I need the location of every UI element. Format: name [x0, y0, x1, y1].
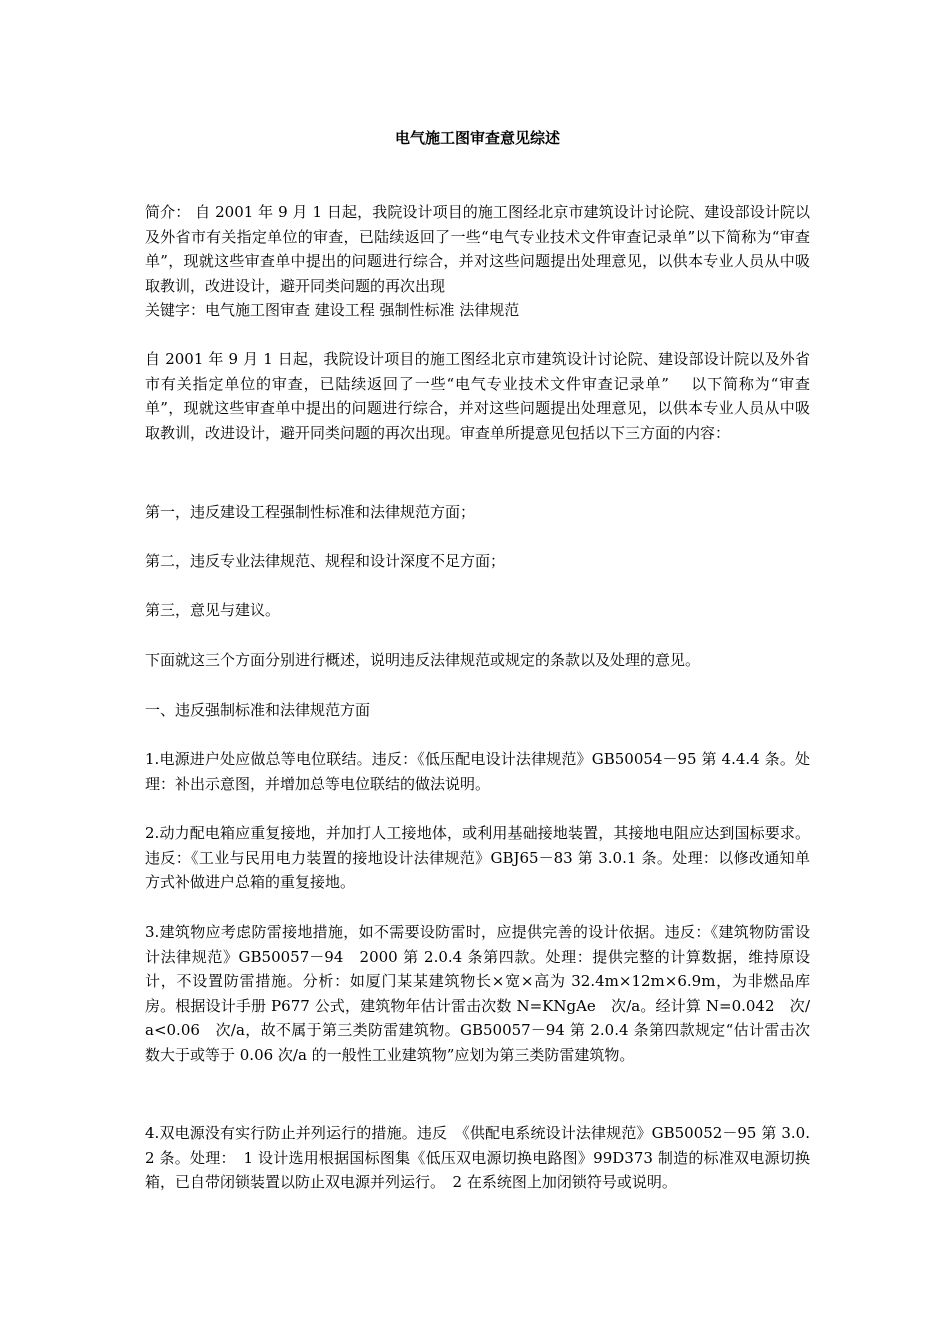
aspect-one: 第一，违反建设工程强制性标准和法律规范方面；: [145, 503, 476, 521]
aspect-two: 第二，违反专业法律规范、规程和设计深度不足方面；: [145, 552, 506, 570]
item-four: 4.双电源没有实行防止并列运行的措施。违反 《供配电系统设计法律规范》GB50052－95 第 3.0.2 条。处理： 1 设计选用根据国标图集《低压双电源切换电路图》99D373 制造的标准双电源切换箱，已自带闭锁装置以防止双电源并列运行。 2 在系统图上加闭锁符号或说明。: [145, 1124, 810, 1191]
item-two: 2.动力配电箱应重复接地，并加打人工接地体，或利用基础接地装置，其接地电阻应达到国标要求。违反：《工业与民用电力装置的接地设计法律规范》GBJ65－83 第 3.0.1 条。处理：以修改通知单方式补做进户总箱的重复接地。: [145, 824, 810, 891]
abstract-block: [145, 200, 810, 323]
keywords-line: 关键字：电气施工图审查 建设工程 强制性标准 法律规范: [145, 301, 520, 319]
aspect-three: 第三，意见与建议。: [145, 601, 281, 619]
section-heading: 一、违反强制标准和法律规范方面: [145, 701, 371, 719]
document-title: 电气施工图审查意见综述: [394, 129, 560, 147]
main-paragraph: 自 2001 年 9 月 1 日起，我院设计项目的施工图经北京市建筑设计讨论院、建设部设计院以及外省市有关指定单位的审查，已陆续返回了一些“电气专业技术文件审查记录单” 以下简称为“审查单”，现就这些审查单中提出的问题进行综合，并对这些问题提出处理意见，以供本专业人员从中吸取教训，改进设计，避开同类问题的再次出现。审查单所提意见包括以下三方面的内容：: [145, 350, 810, 442]
item-one: 1.电源进户处应做总等电位联结。违反：《低压配电设计法律规范》GB50054－95 第 4.4.4 条。处理：补出示意图，并增加总等电位联结的做法说明。: [145, 750, 810, 793]
item-three: 3.建筑物应考虑防雷接地措施，如不需要设防雷时，应提供完善的设计依据。违反：《建筑物防雷设计法律规范》GB50057－94 2000 第 2.0.4 条第四款。处理：提供完整的计算数据，维持原设计，不设置防雷措施。分析：如厦门某某建筑物长×宽×高为 32.4m×12m×6.9m，为非燃品库房。根据设计手册 P677 公式，建筑物年估计雷击次数 N=KNgAe 次/a。经计算 N=0.042 次/a<0.06 次/a，故不属于第三类防雷建筑物。GB50057－94 第 2.0.4 条第四款规定“估计雷击次数大于或等于 0.06 次/a 的一般性工业建筑物”应划为第三类防雷建筑物。: [145, 923, 810, 1064]
intro-paragraph: 简介： 自 2001 年 9 月 1 日起，我院设计项目的施工图经北京市建筑设计讨论院、建设部设计院以及外省市有关指定单位的审查，已陆续返回了一些“电气专业技术文件审查记录单”以下简称为“审查单”，现就这些审查单中提出的问题进行综合，并对这些问题提出处理意见，以供本专业人员从中吸取教训，改进设计，避开同类问题的再次出现: [145, 203, 810, 295]
overview-paragraph: 下面就这三个方面分别进行概述，说明违反法律规范或规定的条款以及处理的意见。: [145, 651, 701, 669]
